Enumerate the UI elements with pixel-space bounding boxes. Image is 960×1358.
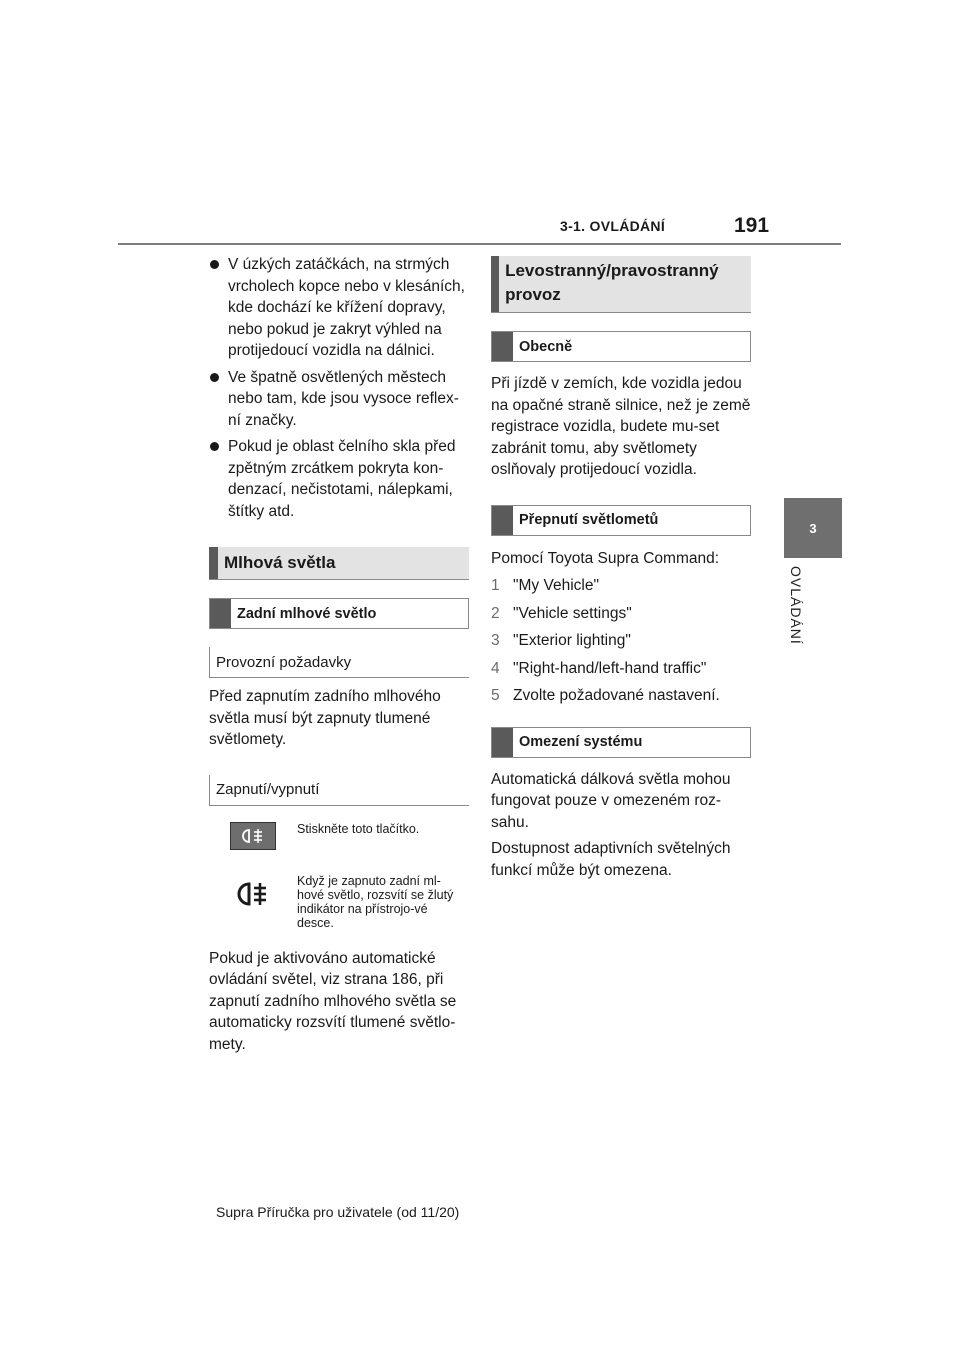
step-item: 2 "Vehicle settings"	[491, 604, 632, 622]
step-item: 1 "My Vehicle"	[491, 577, 599, 594]
subsection-heading-limits: Omezení systému	[491, 727, 751, 758]
chapter-tab	[784, 498, 842, 558]
switch-intro: Pomocí Toyota Supra Command:	[491, 549, 720, 567]
rear-fog-button-icon	[230, 822, 276, 850]
rear-fog-indicator-icon	[231, 874, 275, 914]
section-heading-fog-lights: Mlhová světla	[209, 547, 469, 580]
requirements-text: Před zapnutím zadního mlhového světla musí být zapnuty tlumené světlomety.	[209, 688, 441, 748]
step-item: 4 "Right-hand/left-hand traffic"	[491, 659, 707, 677]
bullet-dot	[210, 373, 219, 382]
limits-text: Automatická dálková světla mohou fungovat pouze v omezeném roz-sahu.	[491, 770, 731, 831]
subsection-heading-switch: Přepnutí světlometů	[491, 505, 751, 536]
bullet-dot	[210, 260, 219, 269]
icon-row-button	[209, 822, 469, 850]
chapter-section: 3-1. OVLÁDÁNÍ	[560, 218, 666, 234]
bullet-dot	[210, 442, 219, 451]
heading-requirements: Provozní požadavky	[209, 647, 469, 678]
icon-row-indicator	[209, 874, 469, 930]
bullet-item: V úzkých zatáčkách, na strmých vrcholech kopce nebo v klesáních, kde dochází ke křížení dopravy, nebo pokud je zakryt výhled na protijedoucí vozidla na dálnici.	[209, 254, 469, 362]
left-column	[209, 254, 469, 1055]
header-divider	[118, 243, 841, 245]
chapter-tab-label: OVLÁDÁNÍ	[788, 566, 804, 645]
step-item: 5 Zvolte požadované nastavení.	[491, 687, 720, 704]
right-column	[491, 256, 751, 881]
chapter-tab-number: 3	[809, 520, 817, 536]
step-item: 3 "Exterior lighting"	[491, 632, 631, 649]
subsection-heading-general: Obecně	[491, 331, 751, 362]
general-text: Při jízdě v zemích, kde vozidla jedou na opačné straně silnice, než je země registrace vozidla, budete mu-set zabránit tomu, aby světlomety oslňovaly protijedoucí vozidla.	[491, 375, 751, 478]
heading-on-off: Zapnutí/vypnutí	[209, 775, 469, 806]
bullet-item: Ve špatně osvětlených městech nebo tam, kde jsou vysoce reflex-ní značky.	[209, 367, 469, 432]
bullet-item: Pokud je oblast čelního skla před zpětným zrcátkem pokryta kon-denzací, nečistotami, nálepkami, štítky atd.	[209, 436, 469, 522]
closing-text: Pokud je aktivováno automatické ovládání světel, viz strana 186, při zapnutí zadního mlhového světla se automaticky rozsvítí tlumené světlo-mety.	[209, 949, 457, 1053]
limits-text: Dostupnost adaptivních světelných funkcí může být omezena.	[491, 840, 731, 879]
section-heading-traffic: Levostranný/pravostranný provoz	[491, 256, 751, 313]
icon-row-text: Stiskněte toto tlačítko.	[297, 821, 420, 836]
footer-text: Supra Příručka pro uživatele (od 11/20)	[216, 1204, 460, 1220]
subsection-heading-rear-fog: Zadní mlhové světlo	[209, 598, 469, 629]
page-number: 191	[734, 214, 770, 237]
icon-row-text: Když je zapnuto zadní ml-hové světlo, rozsvítí se žlutý indikátor na přístrojo-vé desce.	[297, 873, 454, 930]
